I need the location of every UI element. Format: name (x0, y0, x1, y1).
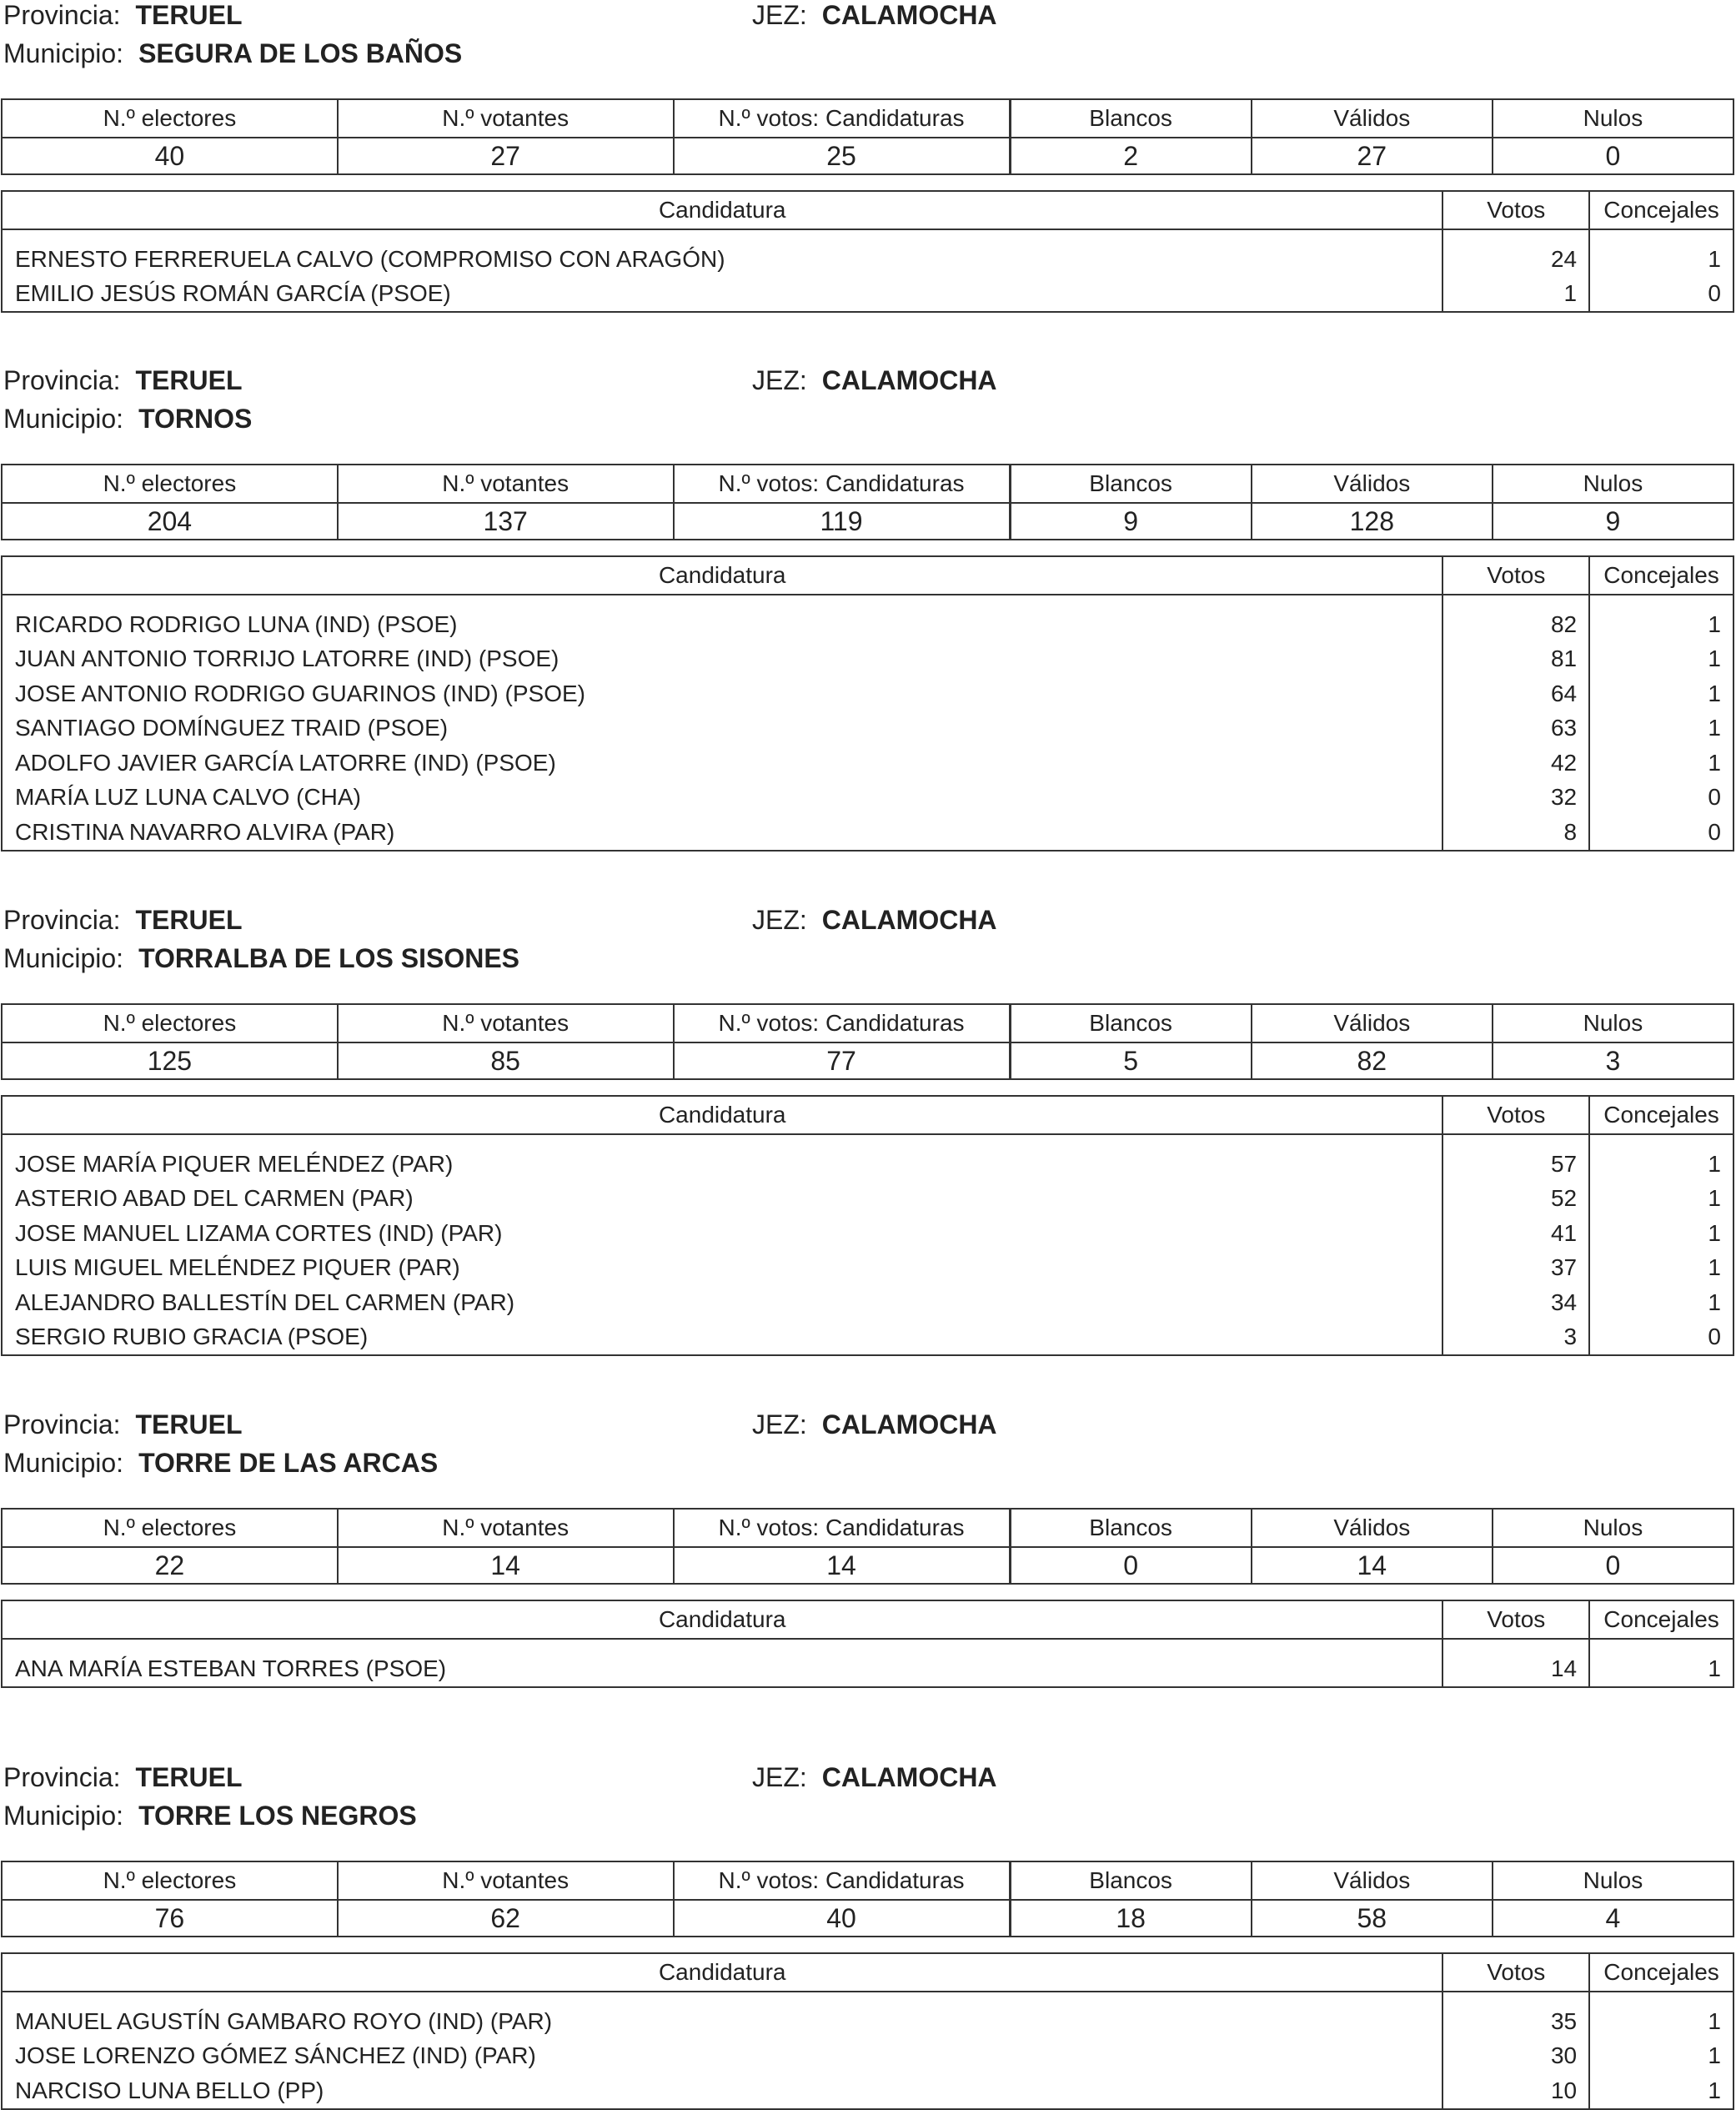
blancos-value: 18 (1010, 1900, 1252, 1937)
candidate-concejales: 0 (1589, 781, 1733, 816)
provincia-line (3, 0, 243, 30)
provincia-value: TERUEL (135, 1762, 243, 1792)
candidate-row (2, 746, 1733, 781)
candidatura-header: Candidatura (2, 1600, 1442, 1639)
candidate-name: SANTIAGO DOMÍNGUEZ TRAID (PSOE) (2, 711, 1442, 746)
votantes-value: 85 (338, 1042, 674, 1079)
municipio-label: Municipio: (3, 943, 124, 973)
candidate-row (2, 595, 1733, 642)
blancos-value: 2 (1010, 138, 1252, 174)
candidate-row (2, 815, 1733, 851)
validos-header: Válidos (1252, 1004, 1493, 1042)
candidate-votos: 24 (1442, 229, 1589, 277)
candidate-row (2, 1251, 1733, 1286)
municipio-line (3, 1448, 438, 1478)
candidate-name: MARÍA LUZ LUNA CALVO (CHA) (2, 781, 1442, 816)
municipio-line (3, 943, 519, 973)
jez-label: JEZ: (752, 1409, 807, 1439)
municipio-label: Municipio: (3, 38, 124, 68)
blancos-header: Blancos (1010, 99, 1252, 138)
electores-value: 22 (2, 1547, 338, 1584)
candidate-name: JUAN ANTONIO TORRIJO LATORRE (IND) (PSOE) (2, 642, 1442, 677)
concejales-header: Concejales (1589, 1953, 1733, 1992)
votantes-header: N.º votantes (338, 99, 674, 138)
nulos-value: 3 (1493, 1042, 1733, 1079)
provincia-label: Provincia: (3, 365, 121, 395)
provincia-value: TERUEL (135, 1409, 243, 1439)
votantes-value: 27 (338, 138, 674, 174)
candidate-concejales: 1 (1589, 711, 1733, 746)
candidate-votos: 1 (1442, 277, 1589, 313)
candidate-concejales: 1 (1589, 642, 1733, 677)
candidates-table (1, 1600, 1734, 1688)
jez-label: JEZ: (752, 905, 807, 935)
nulos-value: 4 (1493, 1900, 1733, 1937)
blancos-header: Blancos (1010, 1861, 1252, 1900)
votos-candidaturas-value: 40 (674, 1900, 1011, 1937)
votos-candidaturas-value: 25 (674, 138, 1011, 174)
electores-header: N.º electores (2, 465, 338, 503)
candidate-concejales: 1 (1589, 746, 1733, 781)
candidate-row (2, 2039, 1733, 2074)
candidate-name: SERGIO RUBIO GRACIA (PSOE) (2, 1320, 1442, 1356)
validos-value: 128 (1252, 503, 1493, 540)
nulos-value: 9 (1493, 503, 1733, 540)
provincia-label: Provincia: (3, 1409, 121, 1439)
candidate-votos: 8 (1442, 815, 1589, 851)
candidate-votos: 10 (1442, 2073, 1589, 2109)
candidate-name: JOSE MARÍA PIQUER MELÉNDEZ (PAR) (2, 1134, 1442, 1182)
municipio-label: Municipio: (3, 1448, 124, 1478)
validos-header: Válidos (1252, 465, 1493, 503)
candidate-name: RICARDO RODRIGO LUNA (IND) (PSOE) (2, 595, 1442, 642)
summary-table (1, 1003, 1734, 1080)
municipio-value: TORRE DE LAS ARCAS (138, 1448, 439, 1478)
validos-header: Válidos (1252, 1509, 1493, 1547)
concejales-header: Concejales (1589, 191, 1733, 229)
concejales-header: Concejales (1589, 1096, 1733, 1134)
candidate-votos: 3 (1442, 1320, 1589, 1356)
candidate-concejales: 1 (1589, 229, 1733, 277)
candidate-row (2, 229, 1733, 277)
summary-table (1, 1861, 1734, 1937)
candidate-votos: 64 (1442, 676, 1589, 711)
votantes-header: N.º votantes (338, 1861, 674, 1900)
jez-line (752, 0, 997, 30)
municipio-value: SEGURA DE LOS BAÑOS (138, 38, 463, 68)
candidate-votos: 82 (1442, 595, 1589, 642)
candidate-name: NARCISO LUNA BELLO (PP) (2, 2073, 1442, 2109)
blancos-header: Blancos (1010, 465, 1252, 503)
validos-value: 14 (1252, 1547, 1493, 1584)
blancos-header: Blancos (1010, 1509, 1252, 1547)
candidate-name: ASTERIO ABAD DEL CARMEN (PAR) (2, 1182, 1442, 1217)
candidate-row (2, 1134, 1733, 1182)
votantes-value: 137 (338, 503, 674, 540)
candidate-votos: 57 (1442, 1134, 1589, 1182)
candidates-table (1, 555, 1734, 852)
electores-value: 40 (2, 138, 338, 174)
votos-header: Votos (1442, 1096, 1589, 1134)
blancos-header: Blancos (1010, 1004, 1252, 1042)
municipio-value: TORRALBA DE LOS SISONES (138, 943, 519, 973)
votantes-value: 62 (338, 1900, 674, 1937)
candidate-concejales: 1 (1589, 2039, 1733, 2074)
jez-line (752, 1762, 997, 1792)
candidate-row (2, 642, 1733, 677)
jez-value: CALAMOCHA (821, 0, 997, 30)
candidate-name: JOSE MANUEL LIZAMA CORTES (IND) (PAR) (2, 1216, 1442, 1251)
jez-value: CALAMOCHA (821, 905, 997, 935)
candidate-votos: 34 (1442, 1285, 1589, 1320)
candidatura-header: Candidatura (2, 556, 1442, 595)
candidate-concejales: 1 (1589, 1285, 1733, 1320)
candidates-table (1, 190, 1734, 313)
municipio-line (3, 404, 252, 434)
summary-table (1, 464, 1734, 540)
candidate-votos: 32 (1442, 781, 1589, 816)
candidate-concejales: 1 (1589, 1134, 1733, 1182)
nulos-header: Nulos (1493, 1509, 1733, 1547)
provincia-value: TERUEL (135, 0, 243, 30)
candidate-votos: 30 (1442, 2039, 1589, 2074)
candidatura-header: Candidatura (2, 1096, 1442, 1134)
candidate-concejales: 0 (1589, 815, 1733, 851)
candidate-votos: 63 (1442, 711, 1589, 746)
candidate-concejales: 1 (1589, 1639, 1733, 1687)
municipio-label: Municipio: (3, 1801, 124, 1831)
jez-value: CALAMOCHA (821, 1762, 997, 1792)
jez-label: JEZ: (752, 1762, 807, 1792)
candidate-votos: 41 (1442, 1216, 1589, 1251)
candidate-name: JOSE ANTONIO RODRIGO GUARINOS (IND) (PSOE) (2, 676, 1442, 711)
provincia-label: Provincia: (3, 0, 121, 30)
candidate-row (2, 1320, 1733, 1356)
candidate-votos: 35 (1442, 1992, 1589, 2039)
blancos-value: 5 (1010, 1042, 1252, 1079)
candidate-row (2, 1285, 1733, 1320)
nulos-header: Nulos (1493, 465, 1733, 503)
candidate-row (2, 1639, 1733, 1687)
jez-value: CALAMOCHA (821, 1409, 997, 1439)
municipio-value: TORNOS (138, 404, 253, 434)
candidatura-header: Candidatura (2, 191, 1442, 229)
electores-header: N.º electores (2, 1004, 338, 1042)
municipio-label: Municipio: (3, 404, 124, 434)
candidate-row (2, 1992, 1733, 2039)
candidate-name: LUIS MIGUEL MELÉNDEZ PIQUER (PAR) (2, 1251, 1442, 1286)
electores-value: 125 (2, 1042, 338, 1079)
votos-header: Votos (1442, 191, 1589, 229)
validos-value: 82 (1252, 1042, 1493, 1079)
votantes-value: 14 (338, 1547, 674, 1584)
candidate-name: CRISTINA NAVARRO ALVIRA (PAR) (2, 815, 1442, 851)
municipio-line (3, 1801, 417, 1831)
candidate-name: MANUEL AGUSTÍN GAMBARO ROYO (IND) (PAR) (2, 1992, 1442, 2039)
summary-table (1, 98, 1734, 175)
candidates-table (1, 1952, 1734, 2110)
municipio-value: TORRE LOS NEGROS (138, 1801, 417, 1831)
jez-label: JEZ: (752, 365, 807, 395)
votos-header: Votos (1442, 1600, 1589, 1639)
candidate-name: ADOLFO JAVIER GARCÍA LATORRE (IND) (PSOE) (2, 746, 1442, 781)
jez-line (752, 365, 997, 395)
votos-candidaturas-value: 14 (674, 1547, 1011, 1584)
candidate-row (2, 1182, 1733, 1217)
jez-label: JEZ: (752, 0, 807, 30)
candidate-votos: 42 (1442, 746, 1589, 781)
electores-value: 76 (2, 1900, 338, 1937)
provincia-value: TERUEL (135, 905, 243, 935)
jez-line (752, 1409, 997, 1439)
candidate-votos: 14 (1442, 1639, 1589, 1687)
candidate-votos: 37 (1442, 1251, 1589, 1286)
nulos-header: Nulos (1493, 99, 1733, 138)
jez-value: CALAMOCHA (821, 365, 997, 395)
validos-value: 58 (1252, 1900, 1493, 1937)
candidates-table (1, 1095, 1734, 1356)
votos-candidaturas-header: N.º votos: Candidaturas (674, 1004, 1011, 1042)
votantes-header: N.º votantes (338, 1509, 674, 1547)
candidate-row (2, 2073, 1733, 2109)
votos-header: Votos (1442, 1953, 1589, 1992)
votos-candidaturas-value: 119 (674, 503, 1011, 540)
jez-line (752, 905, 997, 935)
candidate-name: ANA MARÍA ESTEBAN TORRES (PSOE) (2, 1639, 1442, 1687)
votos-candidaturas-header: N.º votos: Candidaturas (674, 465, 1011, 503)
provincia-label: Provincia: (3, 905, 121, 935)
candidate-concejales: 0 (1589, 277, 1733, 313)
votos-candidaturas-header: N.º votos: Candidaturas (674, 1509, 1011, 1547)
provincia-label: Provincia: (3, 1762, 121, 1792)
blancos-value: 9 (1010, 503, 1252, 540)
provincia-line (3, 1409, 243, 1439)
candidate-row (2, 781, 1733, 816)
candidate-concejales: 1 (1589, 1251, 1733, 1286)
candidate-concejales: 1 (1589, 1182, 1733, 1217)
candidate-votos: 81 (1442, 642, 1589, 677)
nulos-value: 0 (1493, 138, 1733, 174)
provincia-line (3, 905, 243, 935)
provincia-line (3, 1762, 243, 1792)
candidate-concejales: 0 (1589, 1320, 1733, 1356)
nulos-value: 0 (1493, 1547, 1733, 1584)
candidate-row (2, 676, 1733, 711)
candidatura-header: Candidatura (2, 1953, 1442, 1992)
municipio-line (3, 38, 462, 68)
votos-candidaturas-header: N.º votos: Candidaturas (674, 99, 1011, 138)
blancos-value: 0 (1010, 1547, 1252, 1584)
electores-header: N.º electores (2, 1861, 338, 1900)
nulos-header: Nulos (1493, 1004, 1733, 1042)
electores-value: 204 (2, 503, 338, 540)
electores-header: N.º electores (2, 1509, 338, 1547)
validos-value: 27 (1252, 138, 1493, 174)
candidate-name: EMILIO JESÚS ROMÁN GARCÍA (PSOE) (2, 277, 1442, 313)
summary-table (1, 1508, 1734, 1585)
votos-candidaturas-header: N.º votos: Candidaturas (674, 1861, 1011, 1900)
concejales-header: Concejales (1589, 556, 1733, 595)
votos-candidaturas-value: 77 (674, 1042, 1011, 1079)
candidate-concejales: 1 (1589, 595, 1733, 642)
candidate-concejales: 1 (1589, 2073, 1733, 2109)
electores-header: N.º electores (2, 99, 338, 138)
votos-header: Votos (1442, 556, 1589, 595)
candidate-concejales: 1 (1589, 676, 1733, 711)
validos-header: Válidos (1252, 99, 1493, 138)
candidate-row (2, 1216, 1733, 1251)
candidate-concejales: 1 (1589, 1216, 1733, 1251)
candidate-row (2, 711, 1733, 746)
nulos-header: Nulos (1493, 1861, 1733, 1900)
candidate-votos: 52 (1442, 1182, 1589, 1217)
provincia-line (3, 365, 243, 395)
candidate-name: ERNESTO FERRERUELA CALVO (COMPROMISO CON ARAGÓN) (2, 229, 1442, 277)
candidate-name: ALEJANDRO BALLESTÍN DEL CARMEN (PAR) (2, 1285, 1442, 1320)
candidate-concejales: 1 (1589, 1992, 1733, 2039)
votantes-header: N.º votantes (338, 1004, 674, 1042)
validos-header: Válidos (1252, 1861, 1493, 1900)
candidate-name: JOSE LORENZO GÓMEZ SÁNCHEZ (IND) (PAR) (2, 2039, 1442, 2074)
votantes-header: N.º votantes (338, 465, 674, 503)
concejales-header: Concejales (1589, 1600, 1733, 1639)
candidate-row (2, 277, 1733, 313)
provincia-value: TERUEL (135, 365, 243, 395)
